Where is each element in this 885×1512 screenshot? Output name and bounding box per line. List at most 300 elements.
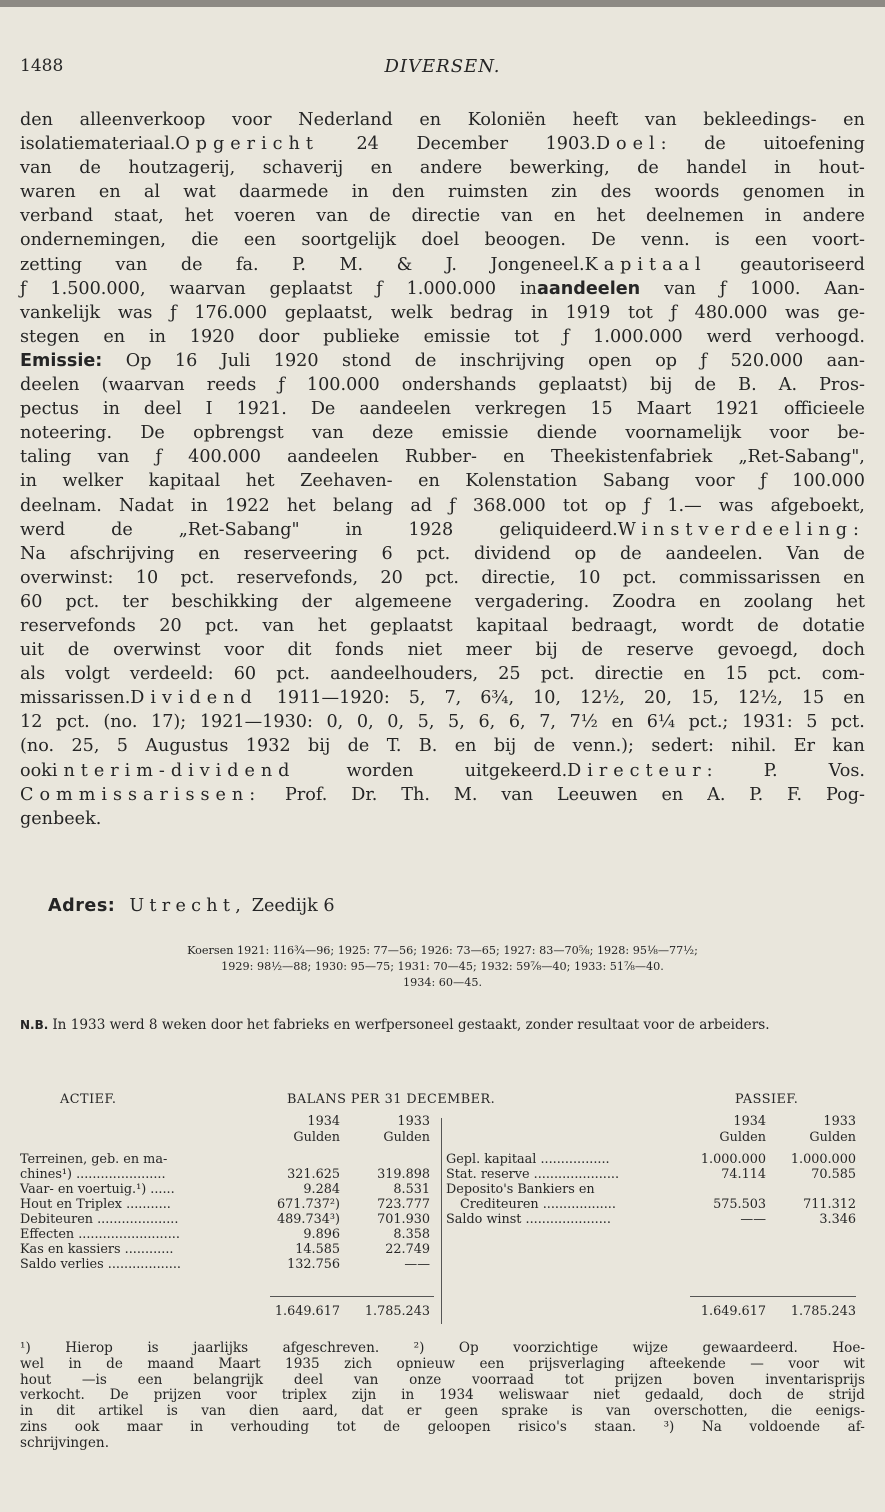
word: aandeelhouders, xyxy=(330,664,479,685)
word: verkregen xyxy=(475,399,567,420)
word: bij xyxy=(493,736,517,757)
word: bij xyxy=(307,736,331,757)
word: 400.000 xyxy=(188,447,261,468)
word: en xyxy=(418,471,440,492)
word: ƒ xyxy=(719,278,727,299)
word: pct. xyxy=(205,615,239,636)
word: dat xyxy=(361,1403,384,1420)
word: woords xyxy=(654,182,720,203)
word: risico's xyxy=(518,1418,567,1435)
word: onze xyxy=(409,1371,442,1388)
word: de xyxy=(757,615,779,636)
word: Op xyxy=(458,1340,479,1356)
word: geplaatst) xyxy=(538,375,628,396)
word: van xyxy=(501,206,533,227)
text-line xyxy=(20,590,865,614)
word: 5, xyxy=(417,712,435,733)
word: en xyxy=(454,736,477,757)
word: in xyxy=(190,1418,204,1435)
word: het xyxy=(596,206,626,227)
word: A. xyxy=(707,784,726,805)
word: pct. xyxy=(416,543,451,564)
word: 7, xyxy=(539,712,557,733)
word: in xyxy=(148,326,166,347)
word: handel xyxy=(686,158,747,179)
word: 1932 xyxy=(245,736,291,757)
word: de xyxy=(787,1387,804,1404)
word: 15 xyxy=(801,688,825,709)
address-city: Utrecht, xyxy=(129,896,247,916)
word: venn. xyxy=(641,230,690,251)
word: 1920 xyxy=(189,326,235,347)
word: kapitaal xyxy=(148,471,221,492)
word: voor xyxy=(224,640,264,661)
text-line xyxy=(20,638,865,662)
text-line xyxy=(20,156,865,180)
word: 1935 xyxy=(285,1355,320,1372)
text-line xyxy=(20,469,865,493)
word: die xyxy=(191,230,219,251)
actief-label: Terreinen, geb. en ma- xyxy=(20,1152,168,1167)
word: kan xyxy=(832,736,865,757)
actief-label: Kas en kassiers ............ xyxy=(20,1242,174,1257)
word: de xyxy=(368,206,391,227)
word: volgt xyxy=(65,664,110,685)
word: en xyxy=(503,447,525,468)
word: emissie xyxy=(423,326,491,347)
footnote-line xyxy=(20,1357,865,1373)
actief-label: Hout en Triplex ........... xyxy=(20,1197,171,1212)
word: dit xyxy=(56,1403,75,1420)
word: voornamelijk xyxy=(625,423,742,444)
footnote-line xyxy=(20,1436,865,1452)
word: T. xyxy=(386,736,402,757)
word: artikel xyxy=(98,1403,144,1420)
word: tot xyxy=(562,495,588,516)
word: Zeehaven- xyxy=(300,471,393,492)
word: van xyxy=(316,206,349,227)
word: was xyxy=(718,495,754,516)
word: ƒ xyxy=(155,447,163,468)
word: de xyxy=(704,134,726,155)
word: overwinst: xyxy=(20,567,114,588)
word: alleenverkoop xyxy=(79,110,206,130)
word: pct.; xyxy=(688,712,729,733)
text-line xyxy=(20,421,865,445)
word: in xyxy=(401,1387,415,1404)
word: die xyxy=(771,1403,793,1420)
word: de xyxy=(111,519,133,540)
word: 1000. xyxy=(750,278,801,299)
word: doel xyxy=(421,230,460,251)
word: voor xyxy=(232,110,272,130)
passief-label: Saldo winst ..................... xyxy=(446,1212,611,1227)
word: zin xyxy=(551,182,578,203)
word: 10 xyxy=(578,567,601,588)
word: van xyxy=(664,278,696,299)
word: geloopen xyxy=(427,1418,491,1435)
col-head-1933-p: 1933 Gulden xyxy=(809,1114,856,1145)
word: belang xyxy=(332,495,394,516)
word: 1.500.000, xyxy=(50,278,146,299)
word: bekleedings- xyxy=(703,110,817,130)
word: geliquideerd.Winstverdeeling: xyxy=(499,519,865,540)
word: van xyxy=(312,423,344,444)
word: welker xyxy=(62,471,124,492)
word: het xyxy=(184,206,214,227)
word: 15, xyxy=(690,688,719,709)
word: 0, xyxy=(387,712,405,733)
word: schaverij xyxy=(262,158,344,179)
word: in xyxy=(764,206,782,227)
word: 0, xyxy=(356,712,374,733)
word: de xyxy=(67,640,90,661)
word: triplex xyxy=(281,1387,327,1404)
word: overwinst xyxy=(113,640,201,661)
text-line xyxy=(20,566,865,590)
actief-value: 132.756 xyxy=(287,1257,340,1272)
word: en xyxy=(661,784,684,805)
word: van xyxy=(201,1403,226,1420)
word: sedert: xyxy=(651,736,714,757)
footnote-line xyxy=(20,1388,865,1404)
word: zoolang xyxy=(743,591,814,612)
passief-label: Deposito's Bankiers en xyxy=(446,1182,595,1197)
word: Theekistenfabriek xyxy=(550,447,713,468)
word: 5 xyxy=(806,712,818,733)
price-quotes xyxy=(0,943,885,991)
word: prijzen xyxy=(153,1387,202,1404)
article-body xyxy=(20,108,865,831)
word: pct. xyxy=(831,712,865,733)
word: 7, xyxy=(444,688,462,709)
word: December xyxy=(416,134,508,155)
word: er xyxy=(406,1403,422,1420)
word: com- xyxy=(821,664,865,685)
word: ƒ xyxy=(449,495,456,516)
word: de xyxy=(79,158,101,179)
actief-value: 14.585 xyxy=(295,1242,340,1257)
word: in xyxy=(20,471,37,492)
word: Dr. xyxy=(351,784,378,805)
word: wijze xyxy=(632,1340,668,1356)
text-line xyxy=(20,445,865,469)
word: „Ret-Sabang", xyxy=(738,447,865,468)
word: der xyxy=(301,591,332,612)
word: de xyxy=(180,254,203,275)
word: staan. xyxy=(594,1418,637,1435)
word: verdeeld: xyxy=(129,664,214,685)
word: de xyxy=(383,1418,401,1435)
word: 480.000 xyxy=(694,302,768,323)
word: 1921 xyxy=(715,399,760,420)
word: 12 xyxy=(20,712,43,733)
word: Op xyxy=(125,350,152,371)
word: strijd xyxy=(828,1387,865,1404)
nota-bene xyxy=(20,1017,865,1033)
footnote-line xyxy=(20,1373,865,1389)
word: in xyxy=(847,182,865,203)
word: isolatiemateriaal.Opgericht xyxy=(20,134,319,155)
word: missarissen.Dividend xyxy=(20,688,258,709)
word: 1911—1920: xyxy=(276,688,390,709)
center-rule xyxy=(441,1118,442,1324)
word: gedaald, xyxy=(644,1387,704,1404)
word: ƒ xyxy=(562,326,570,347)
passief-value: 1.000.000 xyxy=(700,1152,766,1167)
actief-value: 319.898 xyxy=(377,1167,430,1182)
text-line xyxy=(20,759,865,783)
word: eenigs- xyxy=(815,1403,865,1420)
word: 10 xyxy=(135,567,159,588)
word: schrijvingen. xyxy=(20,1434,110,1451)
word: en xyxy=(683,664,706,685)
word: De xyxy=(310,399,336,420)
passief-label: PASSIEF. xyxy=(735,1092,799,1107)
word: directie, xyxy=(481,567,556,588)
word: pct. xyxy=(65,591,100,612)
word: 1922 xyxy=(224,495,270,516)
actief-label: Debiteuren .................... xyxy=(20,1212,179,1227)
word: des xyxy=(600,182,632,203)
word: van xyxy=(115,254,148,275)
word: niet xyxy=(593,1387,620,1404)
word: 368.000 xyxy=(472,495,546,516)
word: en xyxy=(611,712,634,733)
word: sprake xyxy=(501,1403,549,1420)
actief-label: chines¹) ...................... xyxy=(20,1167,166,1182)
word: —is xyxy=(81,1371,107,1388)
word: vankelijk xyxy=(20,302,101,323)
word: gevoegd, xyxy=(717,640,799,661)
actief-value: —— xyxy=(404,1257,430,1272)
text-line xyxy=(20,397,865,421)
actief-value: 22.749 xyxy=(385,1242,430,1257)
word: afteekende xyxy=(649,1355,726,1372)
word: verband xyxy=(20,206,94,227)
word: op xyxy=(604,495,627,516)
total-actief-1933: 1.785.243 xyxy=(364,1304,430,1319)
word: belangrijk xyxy=(193,1371,264,1388)
word: de xyxy=(620,543,642,564)
word: Na xyxy=(20,543,46,564)
word: I xyxy=(205,399,213,420)
word: Commissarissen: xyxy=(20,784,262,805)
word: soortgelijk xyxy=(301,230,397,251)
word: tot xyxy=(564,1371,584,1388)
word: 1.— xyxy=(667,495,702,516)
word: voor xyxy=(788,1355,819,1372)
word: niet xyxy=(407,640,443,661)
word: ƒ xyxy=(643,495,651,516)
word: 1919 xyxy=(565,302,611,323)
word: is xyxy=(714,230,730,251)
word: wel xyxy=(20,1355,45,1372)
word: zins xyxy=(20,1418,48,1435)
word: 16 xyxy=(174,350,198,371)
word: M. xyxy=(453,784,478,805)
word: ge- xyxy=(837,302,865,323)
word: Juli xyxy=(220,350,251,371)
word: deelnemen xyxy=(646,206,744,227)
word: prijsverlaging xyxy=(528,1355,625,1372)
word: van xyxy=(20,158,52,179)
passief-value: 3.346 xyxy=(819,1212,856,1227)
quotes-line: 1934: 60—45. xyxy=(402,976,482,989)
word: B. xyxy=(418,736,438,757)
word: 7½ xyxy=(569,712,598,733)
word: 1934 xyxy=(439,1387,474,1404)
word: voldoende xyxy=(749,1418,821,1435)
word: beoogen. xyxy=(484,230,566,251)
word: P. xyxy=(763,760,778,781)
word: als xyxy=(20,664,46,685)
word: voor xyxy=(695,471,735,492)
word: en xyxy=(843,110,865,130)
word: uit xyxy=(20,640,45,661)
text-line xyxy=(20,518,865,542)
word: aan- xyxy=(826,350,865,371)
actief-label: Vaar- en voertuig.¹) ...... xyxy=(20,1182,175,1197)
word: Emissie: xyxy=(20,350,103,371)
text-line xyxy=(20,614,865,638)
word: ookinterim-dividend xyxy=(20,760,296,781)
word: en xyxy=(843,688,865,709)
word: de xyxy=(843,543,865,564)
word: de xyxy=(637,158,659,179)
word: bewerking, xyxy=(509,158,610,179)
passief-value: —— xyxy=(740,1212,766,1227)
word: 176.000 xyxy=(194,302,268,323)
word: venn.); xyxy=(572,736,634,757)
word: en xyxy=(198,543,220,564)
word: (waarvan xyxy=(101,375,185,396)
word: reservefonds, xyxy=(236,567,359,588)
word: uitoefening xyxy=(763,134,865,155)
text-line xyxy=(20,373,865,397)
word: Th. xyxy=(401,784,430,805)
word: andere xyxy=(802,206,865,227)
word: kapitaal xyxy=(476,615,548,636)
text-line xyxy=(20,277,865,301)
word: deel xyxy=(293,1371,324,1388)
word: Rubber- xyxy=(405,447,477,468)
word: van xyxy=(644,110,677,130)
word: aandeelen xyxy=(359,399,452,420)
text-line xyxy=(20,662,865,686)
word: worden xyxy=(346,760,414,781)
word: de xyxy=(106,1355,123,1372)
address xyxy=(48,896,335,916)
word: daarmede xyxy=(239,182,329,203)
word: en xyxy=(699,591,721,612)
word: ondershands xyxy=(401,375,517,396)
word: P. xyxy=(749,784,764,805)
word: genbeek. xyxy=(20,808,102,829)
word: dit xyxy=(287,640,312,661)
word: is xyxy=(166,1403,178,1420)
text-line xyxy=(20,132,865,156)
footnote-line xyxy=(20,1341,865,1357)
word: werd xyxy=(20,519,66,540)
word: af- xyxy=(847,1418,865,1435)
word: A. xyxy=(778,375,798,396)
word: ƒ xyxy=(20,278,27,299)
word: open xyxy=(588,350,632,371)
word: en xyxy=(98,182,121,203)
word: 6, xyxy=(508,712,526,733)
actief-label: ACTIEF. xyxy=(60,1092,117,1107)
word: voorzichtige xyxy=(513,1340,599,1356)
word: deel xyxy=(143,399,182,420)
word: beschikking xyxy=(171,591,279,612)
text-line xyxy=(20,253,865,277)
word: hout- xyxy=(818,158,865,179)
word: welk xyxy=(390,302,433,323)
word: in xyxy=(351,182,369,203)
word: reserve xyxy=(626,640,694,661)
word: Kolenstation xyxy=(465,471,578,492)
text-line xyxy=(20,204,865,228)
word: 12½, xyxy=(737,688,783,709)
word: voorraad xyxy=(472,1371,534,1388)
word: en xyxy=(103,326,126,347)
word: 24 xyxy=(356,134,379,155)
total-passief-1933: 1.785.243 xyxy=(790,1304,856,1319)
word: prijzen xyxy=(614,1371,663,1388)
word: emissie xyxy=(441,423,509,444)
word: verhoogd. xyxy=(775,326,865,347)
word: jaarlijks xyxy=(193,1340,249,1356)
word: publieke xyxy=(323,326,400,347)
word: doch xyxy=(728,1387,763,1404)
text-line xyxy=(20,108,865,132)
total-rule-passief xyxy=(690,1296,856,1297)
word: deelnam. xyxy=(20,495,102,516)
word: 6¼ xyxy=(646,712,676,733)
word: in xyxy=(20,1403,34,1420)
word: (no. xyxy=(20,736,55,757)
word: van xyxy=(501,784,534,805)
word: is xyxy=(147,1340,159,1356)
word: ¹) xyxy=(20,1340,31,1356)
word: het xyxy=(317,615,347,636)
word: Maart xyxy=(218,1355,261,1372)
word: De xyxy=(140,423,165,444)
word: verkocht. xyxy=(20,1387,85,1404)
word: reservefonds xyxy=(20,615,136,636)
word: geplaatst, xyxy=(284,302,374,323)
word: 20 xyxy=(380,567,403,588)
top-border xyxy=(0,0,885,7)
word: bedraagt, xyxy=(571,615,658,636)
text-line xyxy=(20,783,865,807)
word: De xyxy=(591,230,616,251)
word: zijn xyxy=(351,1387,377,1404)
word: ad xyxy=(410,495,433,516)
word: Pog- xyxy=(825,784,865,805)
footnote-line xyxy=(20,1404,865,1420)
word: Hierop xyxy=(65,1340,113,1356)
word: bij xyxy=(649,375,673,396)
word: waren xyxy=(20,182,76,203)
word: tot xyxy=(628,302,653,323)
word: 25, xyxy=(71,736,100,757)
word: de xyxy=(694,375,717,396)
quotes-line: 1929: 98½—88; 1930: 95—75; 1931: 70—45; 1932: 59⅞—40; 1933: 51⅞—40. xyxy=(221,960,664,973)
word: pct. xyxy=(276,664,310,685)
word: Pros- xyxy=(819,375,865,396)
